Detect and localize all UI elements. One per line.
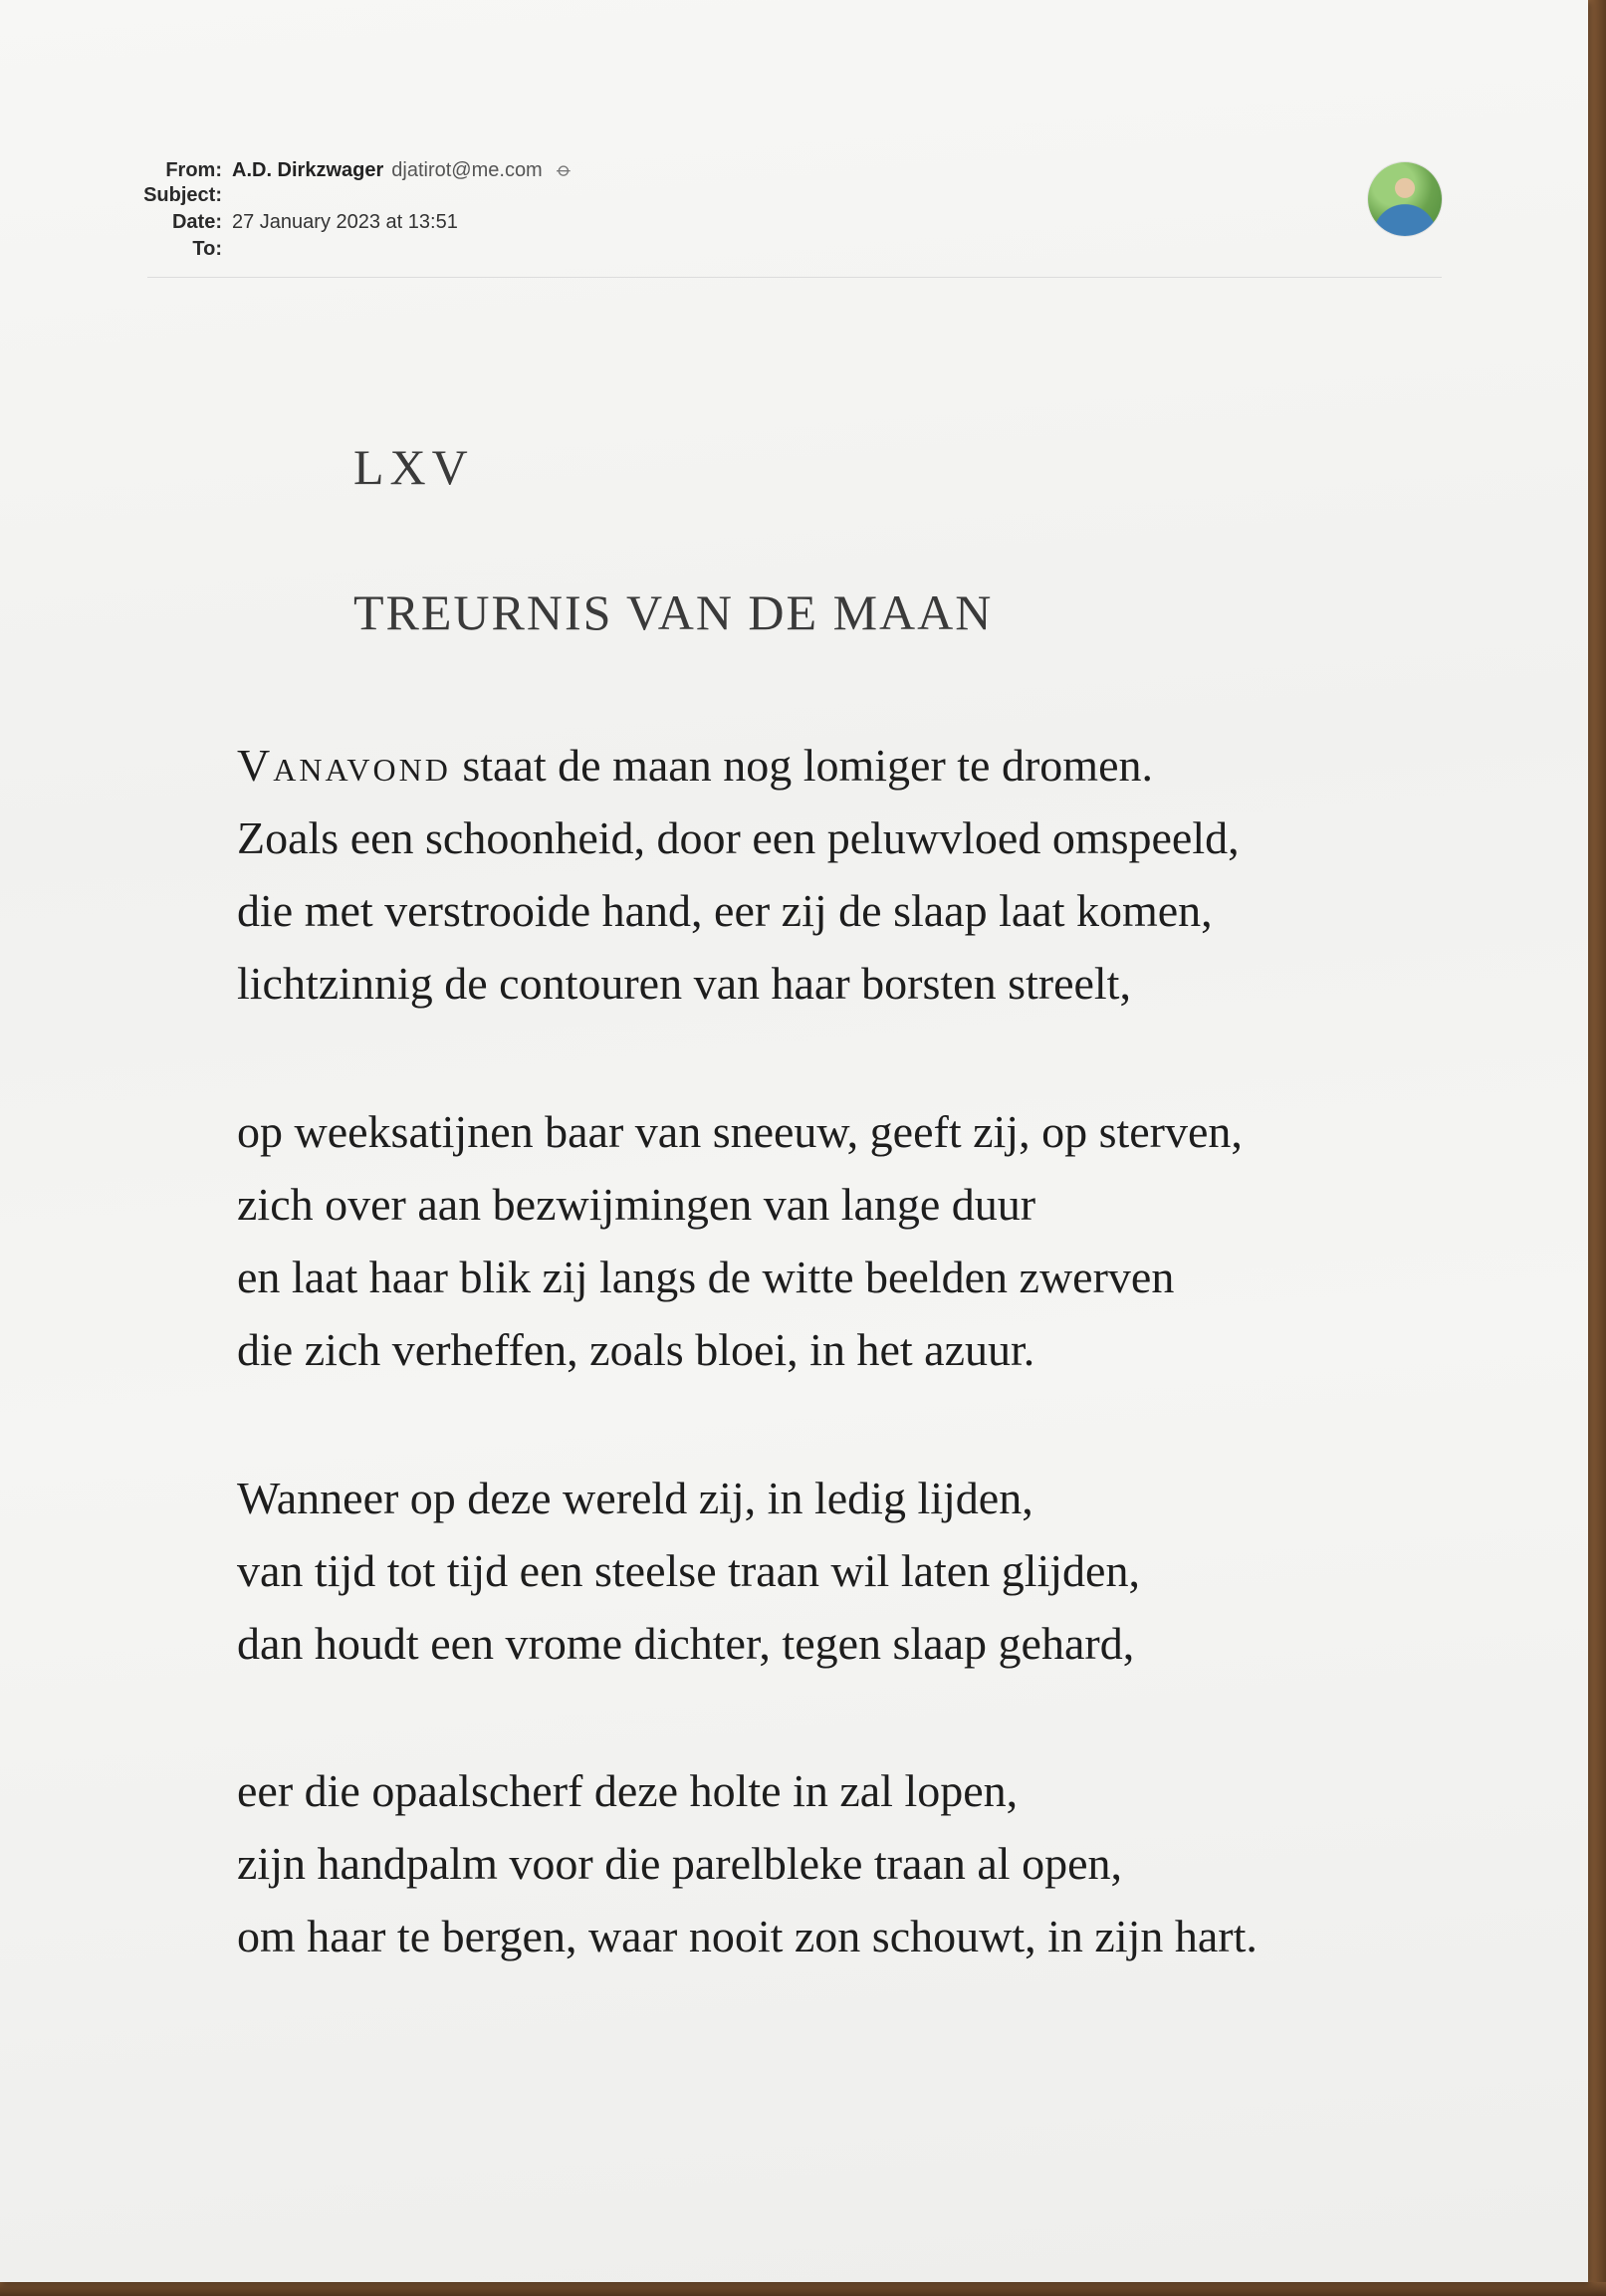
email-from-row <box>139 157 1444 184</box>
poem-line: van tijd tot tijd een steelse traan wil laten glijden, <box>237 1545 1140 1596</box>
email-header <box>139 157 1444 265</box>
poem-stanza-3 <box>237 1462 1140 1680</box>
poem-line: om haar te bergen, waar nooit zon schouwt, in zijn hart. <box>237 1911 1258 1961</box>
poem-line: die met verstrooide hand, eer zij de slaap laat komen, <box>237 885 1213 936</box>
poem-line: eer die opaalscherf deze holte in zal lopen, <box>237 1765 1019 1816</box>
date-label: Date: <box>171 211 222 233</box>
poem-number: LXV <box>353 439 474 495</box>
poem-line: die zich verheffen, zoals bloei, in het azuur. <box>237 1324 1035 1375</box>
poem-stanza-4 <box>237 1754 1258 1972</box>
to-label: To: <box>192 238 222 260</box>
poem-stanza-2 <box>237 1095 1243 1386</box>
email-date-row <box>139 211 1444 238</box>
poem-first-word: Vanavond <box>237 740 451 791</box>
header-divider <box>147 277 1442 278</box>
poem-line <box>237 729 1240 802</box>
poem-line: dan houdt een vrome dichter, tegen slaap gehard, <box>237 1618 1135 1669</box>
email-to-row <box>139 238 1444 265</box>
from-label: From: <box>165 159 222 181</box>
poem-line: op weeksatijnen baar van sneeuw, geeft zij, op sterven, <box>237 1106 1243 1157</box>
poem-line: Wanneer op deze wereld zij, in ledig lijden, <box>237 1473 1033 1523</box>
date-value: 27 January 2023 at 13:51 <box>232 211 458 233</box>
wood-table-edge-bottom <box>0 2282 1606 2296</box>
from-email: djatirot@me.com <box>391 159 543 181</box>
poem-line-rest: staat de maan nog lomiger te dromen. <box>450 740 1153 791</box>
paperclip-icon: ⌀ <box>552 157 576 182</box>
wood-table-edge-right <box>1588 0 1606 2296</box>
sender-avatar <box>1368 162 1442 236</box>
poem-line: zijn handpalm voor die parelbleke traan al open, <box>237 1838 1122 1889</box>
poem-title: TREURNIS VAN DE MAAN <box>353 584 994 640</box>
poem-line: lichtzinnig de contouren van haar borsten streelt, <box>237 958 1131 1009</box>
poem-line: zich over aan bezwijmingen van lange duur <box>237 1179 1036 1230</box>
poem-stanza-1 <box>237 729 1240 1020</box>
from-name: A.D. Dirkzwager <box>232 159 384 181</box>
poem-line: Zoals een schoonheid, door een peluwvloed omspeeld, <box>237 812 1240 863</box>
subject-label: Subject: <box>143 184 222 206</box>
poem-line: en laat haar blik zij langs de witte beelden zwerven <box>237 1252 1175 1302</box>
email-subject-row <box>139 184 1444 211</box>
